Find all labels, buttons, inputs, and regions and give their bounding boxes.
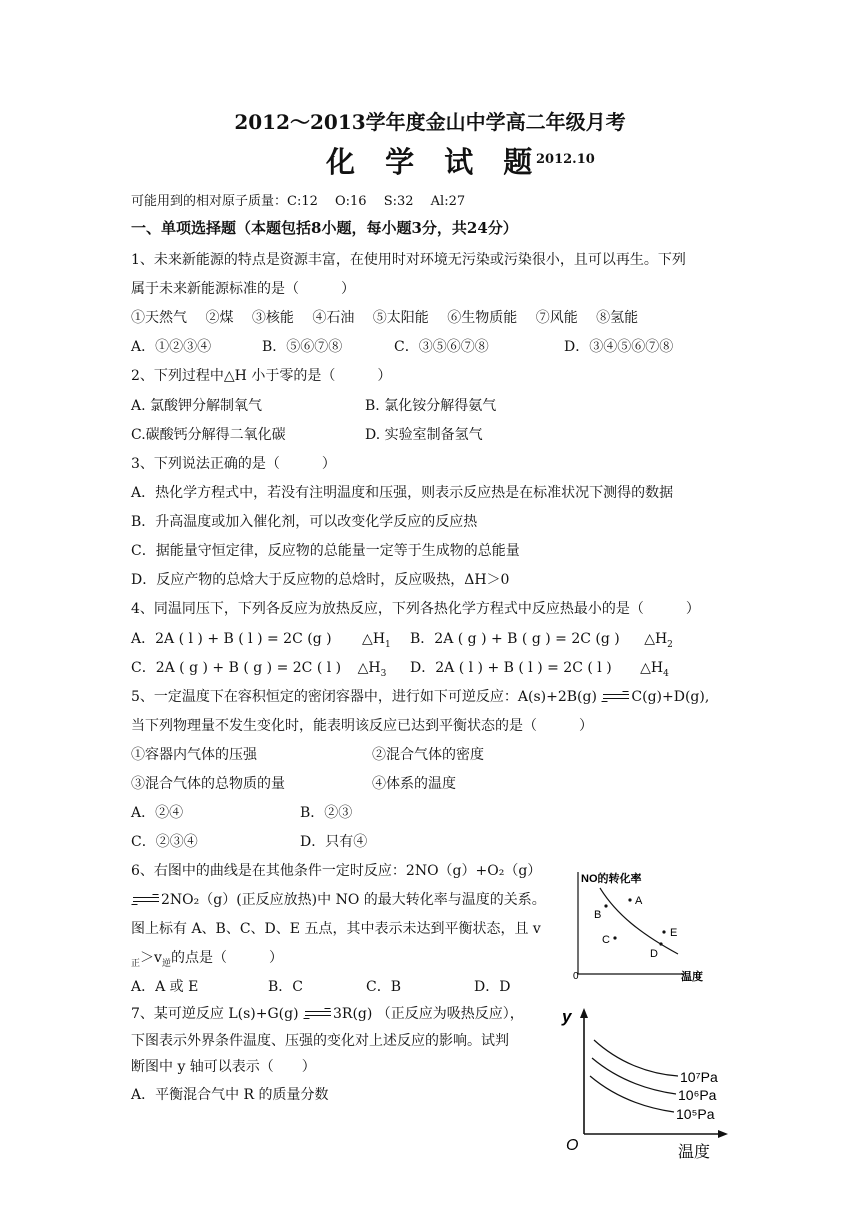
q4-option-c-dh: △H xyxy=(357,660,381,676)
q6-label-d: D xyxy=(650,948,658,960)
q6-label-e: E xyxy=(670,927,678,939)
q5-option-b: B．②③ xyxy=(300,805,353,821)
q7-curve-label-1e7: 10⁷Pa xyxy=(680,1069,718,1085)
q7-curve-1e5 xyxy=(590,1076,674,1112)
q5-stem-a: 5、一定温度下在容积恒定的密闭容器中，进行如下可逆反应：A(s)+2B(g) xyxy=(131,689,597,705)
q7-xlabel: 温度 xyxy=(678,1144,711,1160)
q5-stem-line1 xyxy=(131,687,709,707)
q7-curve-label-1e5: 10⁵Pa xyxy=(676,1106,715,1122)
q4-option-b-dh: △H xyxy=(644,631,668,647)
q6-option-b: B．C xyxy=(268,979,303,995)
q5-stem-line2: 当下列物理量不发生变化时，能表明该反应已达到平衡状态的是（ ） xyxy=(131,718,593,734)
q1-items: ①天然气 ②煤 ③核能 ④石油 ⑤太阳能 ⑥生物质能 ⑦风能 ⑧氢能 xyxy=(131,310,639,326)
equilibrium-arrow-icon xyxy=(131,893,161,907)
q2-option-d: D. 实验室制备氢气 xyxy=(365,427,483,443)
q4-option-b-equation: B．2A ( g ) + B ( g ) = 2C (g ) xyxy=(410,631,620,647)
q7-x-arrow-icon xyxy=(718,1130,728,1138)
q7-line3: 断图中 y 轴可以表示（ ） xyxy=(131,1059,316,1075)
equilibrium-arrow-icon xyxy=(303,1007,333,1021)
q1-stem-line1: 1、未来新能源的特点是资源丰富，在使用时对环境无污染或污染很小，且可以再生。下列 xyxy=(131,252,686,268)
exam-subtitle: 化 学 试 题 xyxy=(326,145,543,179)
q4-option-c xyxy=(131,658,386,684)
q6-label-a: A xyxy=(635,895,643,907)
q6-xlabel: 温度 xyxy=(681,971,703,983)
q6-point-b xyxy=(604,904,607,907)
exam-date: 2012.10 xyxy=(536,152,595,167)
q7-curve-label-1e6: 10⁶Pa xyxy=(678,1087,717,1103)
q1-option-c: C．③⑤⑥⑦⑧ xyxy=(394,339,489,355)
q6-line1: 6、右图中的曲线是在其他条件一定时反应：2NO（g）+O₂（g） xyxy=(131,863,542,879)
q4-option-b xyxy=(410,629,673,655)
q4-option-a xyxy=(131,629,391,655)
q4-option-b-sub: 2 xyxy=(667,639,673,650)
q3-option-c: C．据能量守恒定律，反应物的总能量一定等于生成物的总能量 xyxy=(131,543,520,559)
q6-v-reverse-sub: 逆 xyxy=(161,958,171,969)
q6-v-forward-sub: 正 xyxy=(131,958,141,969)
q6-figure xyxy=(566,866,716,986)
q6-option-d: D．D xyxy=(474,979,511,995)
q3-stem: 3、下列说法正确的是（ ） xyxy=(131,456,336,472)
q2-option-a: A. 氯酸钾分解制氧气 xyxy=(131,398,263,414)
q4-stem: 4、同温同压下，下列各反应为放热反应，下列各热化学方程式中反应热最小的是（ ） xyxy=(131,601,700,617)
q6-label-b: B xyxy=(594,909,602,921)
q6-option-c: C．B xyxy=(366,979,401,995)
q4-option-d xyxy=(410,658,669,684)
q7-line2: 下图表示外界条件温度、压强的变化对上述反应的影响。试判 xyxy=(131,1033,509,1049)
q7-line1-a: 7、某可逆反应 L(s)+G(g) xyxy=(131,1006,299,1022)
q6-line4-end: 的点是（ ） xyxy=(170,950,283,966)
q4-option-c-sub: 3 xyxy=(380,668,387,679)
q6-line4 xyxy=(131,948,283,974)
q7-option-a: A．平衡混合气中 R 的质量分数 xyxy=(131,1087,329,1103)
q2-option-b: B. 氯化铵分解得氨气 xyxy=(365,398,497,414)
section1-title: 一、单项选择题（本题包括8小题，每小题3分，共24分） xyxy=(131,219,518,237)
q3-option-b: B．升高温度或加入催化剂，可以改变化学反应的反应热 xyxy=(131,514,478,530)
atomic-masses: 可能用到的相对原子质量：C:12 O:16 S:32 Al:27 xyxy=(131,194,466,209)
equilibrium-arrow-icon xyxy=(601,690,631,704)
q6-v-compare: ＞v xyxy=(140,950,162,966)
q6-label-c: C xyxy=(602,934,610,946)
q5-option-d: D．只有④ xyxy=(300,834,368,850)
q2-stem: 2、下列过程中△H 小于零的是（ ） xyxy=(131,368,392,384)
q6-ylabel: NO的转化率 xyxy=(581,873,642,885)
q6-line2 xyxy=(131,890,546,910)
q5-item-1: ①容器内气体的压强 xyxy=(131,747,257,763)
q6-line3: 图上标有 A、B、C、D、E 五点，其中表示未达到平衡状态，且 v xyxy=(131,921,541,937)
q7-curve-1e7 xyxy=(594,1040,678,1076)
q5-option-c: C．②③④ xyxy=(131,834,198,850)
q6-point-d xyxy=(659,942,662,945)
q5-option-a: A．②④ xyxy=(131,805,184,821)
q7-curve-1e6 xyxy=(592,1058,676,1094)
q3-option-d: D．反应产物的总焓大于反应物的总焓时，反应吸热，ΔH＞0 xyxy=(131,572,510,588)
q7-ylabel: y xyxy=(562,1007,572,1026)
q3-option-a: A．热化学方程式中，若没有注明温度和压强，则表示反应热是在标准状况下测得的数据 xyxy=(131,485,674,501)
q4-option-a-sub: 1 xyxy=(385,639,391,650)
q4-option-d-dh: △H xyxy=(640,660,664,676)
q4-option-a-equation: A．2A ( l ) + B ( l ) = 2C (g ) xyxy=(131,631,332,647)
q5-item-3: ③混合气体的总物质的量 xyxy=(131,776,285,792)
q5-item-2: ②混合气体的密度 xyxy=(372,747,484,763)
q1-option-b: B．⑤⑥⑦⑧ xyxy=(262,339,343,355)
q1-stem-line2: 属于未来新能源标准的是（ ） xyxy=(131,281,355,297)
exam-title: 2012～2013学年度金山中学高二年级月考 xyxy=(234,110,626,134)
q7-line1-b: 3R(g) （正反应为吸热反应）， xyxy=(333,1006,524,1022)
q6-point-e xyxy=(662,930,665,933)
q4-option-c-equation: C．2A ( g ) + B ( g ) = 2C ( l ) xyxy=(131,660,342,676)
q7-line1 xyxy=(131,1004,524,1024)
q4-option-d-sub: 4 xyxy=(663,668,669,679)
q4-option-a-dh: △H xyxy=(362,631,386,647)
q5-stem-b: C(g)+D(g), xyxy=(631,689,710,705)
q6-option-a: A．A 或 E xyxy=(131,979,199,995)
q6-point-c xyxy=(613,936,616,939)
q6-point-a xyxy=(628,898,631,901)
q5-item-4: ④体系的温度 xyxy=(372,776,456,792)
q7-origin: O xyxy=(566,1137,579,1154)
q1-option-d: D．③④⑤⑥⑦⑧ xyxy=(564,339,674,355)
q7-figure xyxy=(558,1000,748,1160)
q4-option-d-equation: D．2A ( l ) + B ( l ) = 2C ( l ) xyxy=(410,660,612,676)
q1-option-a: A．①②③④ xyxy=(131,339,212,355)
q2-option-c: C.碳酸钙分解得二氧化碳 xyxy=(131,427,286,443)
q6-origin: 0 xyxy=(573,971,579,982)
q7-y-arrow-icon xyxy=(580,1008,588,1018)
q6-line2-text: 2NO₂（g）(正反应放热)中 NO 的最大转化率与温度的关系。 xyxy=(161,892,546,908)
